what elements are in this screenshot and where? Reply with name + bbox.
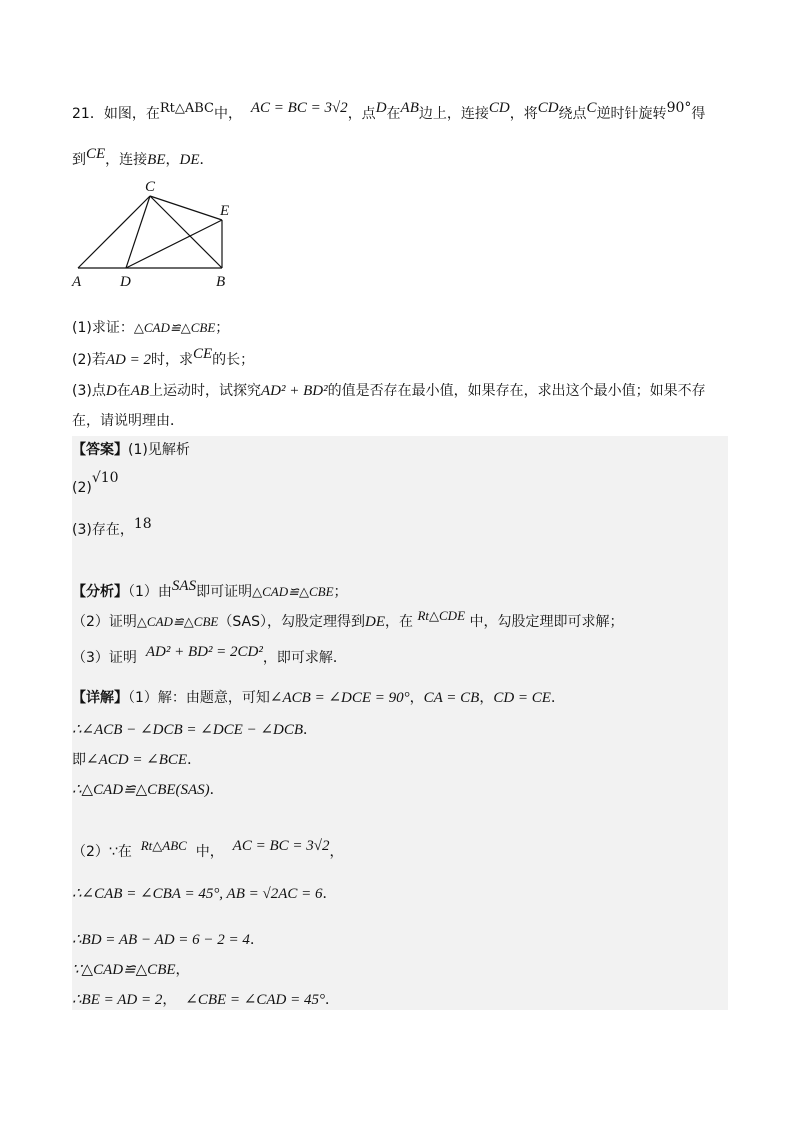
segment-ac [78,196,150,268]
text: （1）由 [128,584,172,600]
var-ce: CE [86,146,106,162]
segment-de [126,220,222,268]
text: 边上，连接 [418,106,489,122]
triangle-abc: Rt△ABC [140,838,187,853]
detail-line-8 [72,960,190,980]
angle-eq: ∠ACB = ∠DCE = 90° [269,690,410,706]
text: （2）∵ [72,844,118,860]
var-cd: CD [537,100,559,116]
answer-line-3 [72,516,152,540]
text: ． [199,152,214,168]
var-cd: CD [488,100,510,116]
text: ，将 [509,106,538,122]
analysis-line-1 [72,578,348,602]
text: (3)点 [72,383,106,399]
congruence: △CAD≌△CBE [136,614,219,629]
question-line-2 [72,146,214,170]
text: ， [162,992,177,1008]
text: 时，求 [150,352,193,368]
congruence: △CAD≌△CBE [252,584,334,599]
var-ab: AB [130,383,150,399]
angles-and-ab: ∴∠CAB = ∠CBA = 45°, AB = √2AC = 6 [72,886,323,902]
var-d: D [105,383,117,399]
text: ． [303,722,318,738]
text: 的值是否存在最小值，如果存在，求出这个最小值；如果不存 [327,383,706,399]
ac-eq-bc: AC = BC = 3√2 [250,100,348,116]
ca-eq-cb: CA = CB [423,690,480,706]
detail-line-6 [72,884,337,904]
var-de: DE [179,152,200,168]
text: ，点 [347,106,376,122]
congruence: △CAD≌△CBE [133,320,216,335]
angle-90: 90° [666,100,692,116]
question-part-1 [72,318,229,338]
text: 得 [691,106,706,122]
var-d: D [375,100,387,116]
detail-line-3 [72,750,201,770]
text: (3)存在， [72,522,134,538]
sas: SAS [171,578,197,594]
question-number: 21．如图，在 [72,106,160,122]
text: （2）证明 [72,614,137,630]
segment-ce [150,196,222,220]
var-de: DE [365,614,385,630]
text: ． [324,992,339,1008]
text: （1）解：由题意，可知 [128,690,270,706]
label-a: A [72,274,82,290]
text: 在 [116,383,131,399]
answer-1: (1)见解析 [128,442,190,458]
text: ， [329,844,344,860]
detail-line-9 [72,990,339,1010]
text: 中， [213,106,242,122]
text: (1)求证： [72,320,134,336]
question-part-3-cont [72,411,184,431]
text: ； [333,584,348,600]
answer-line-1 [72,440,190,460]
be-eq-ad: ∴BE = AD = 2 [72,992,163,1008]
angle-diff: ∴∠ACB − ∠DCB = ∠DCE − ∠DCB [72,722,304,738]
triangle-cde: Rt△CDE [417,608,466,623]
text: 到 [72,152,86,168]
text: 在 [117,844,132,860]
segment-bc [150,196,222,268]
text: ，即可求解． [262,650,347,666]
text: ． [550,690,565,706]
text: 即 [72,752,86,768]
text: ， [175,962,190,978]
question-line-1 [72,100,706,125]
analysis-title: 【分析】 [72,584,128,600]
analysis-line-3 [72,644,347,668]
sum-of-squares: AD² + BD² [261,383,328,399]
question-part-3 [72,381,706,401]
answer-2-value: √10 [91,470,119,486]
text: ． [322,886,337,902]
text: ， [479,690,494,706]
congruence: ∵△CAD≌△CBE [72,962,176,978]
text: 上运动时，试探究 [149,383,262,399]
text: 中，勾股定理即可求解； [469,614,624,630]
bd-computation: ∴BD = AB − AD = 6 − 2 = 4 [72,932,250,948]
var-be: BE [147,152,166,168]
var-ce: CE [192,346,213,362]
text: 的长； [212,352,255,368]
label-c: C [145,179,156,195]
text: 在，请说明理由． [72,413,184,429]
text: (2)若 [72,352,106,368]
label-d: D [120,274,131,290]
text: （3）证明 [72,650,137,666]
text: ． [249,932,264,948]
text: （SAS），勾股定理得到 [218,614,365,630]
answer-line-2 [72,470,119,498]
detail-line-1 [72,688,565,708]
triangle-abc: Rt△ABC [159,101,214,116]
detail-title: 【详解】 [72,690,128,706]
identity: AD² + BD² = 2CD² [145,644,263,660]
text: ． [187,752,202,768]
label-b: B [216,274,226,290]
text: ； [215,320,230,336]
text: 在 [386,106,401,122]
cd-eq-ce: CD = CE [493,690,551,706]
text: ，连接 [105,152,148,168]
angle-acd-bce: ∠ACD = ∠BCE [86,752,188,768]
text: 绕点 [558,106,587,122]
label-e: E [220,203,230,219]
text: 即可证明 [196,584,253,600]
detail-line-7 [72,930,264,950]
question-part-2 [72,346,255,370]
detail-line-2 [72,720,317,740]
congruence-sas: ∴△CAD≌△CBE(SAS) [72,782,210,798]
answer-3-value: 18 [133,516,152,532]
angle-cbe-cad: ∠CBE = ∠CAD = 45° [185,992,325,1008]
text: ，在 [385,614,413,630]
text: 中， [195,844,224,860]
analysis-line-2 [72,608,624,632]
detail-line-4 [72,780,224,800]
ad-eq-2: AD = 2 [105,352,151,368]
detail-line-5 [72,838,344,862]
text: ， [409,690,424,706]
triangle-figure [70,176,250,292]
text: ， [165,152,180,168]
text: 逆时针旋转 [596,106,667,122]
answer-title: 【答案】 [72,442,128,458]
var-c: C [586,100,597,116]
text: (2) [72,480,92,496]
ac-eq-bc: AC = BC = 3√2 [232,838,330,854]
var-ab: AB [400,100,419,116]
text: ． [209,782,224,798]
